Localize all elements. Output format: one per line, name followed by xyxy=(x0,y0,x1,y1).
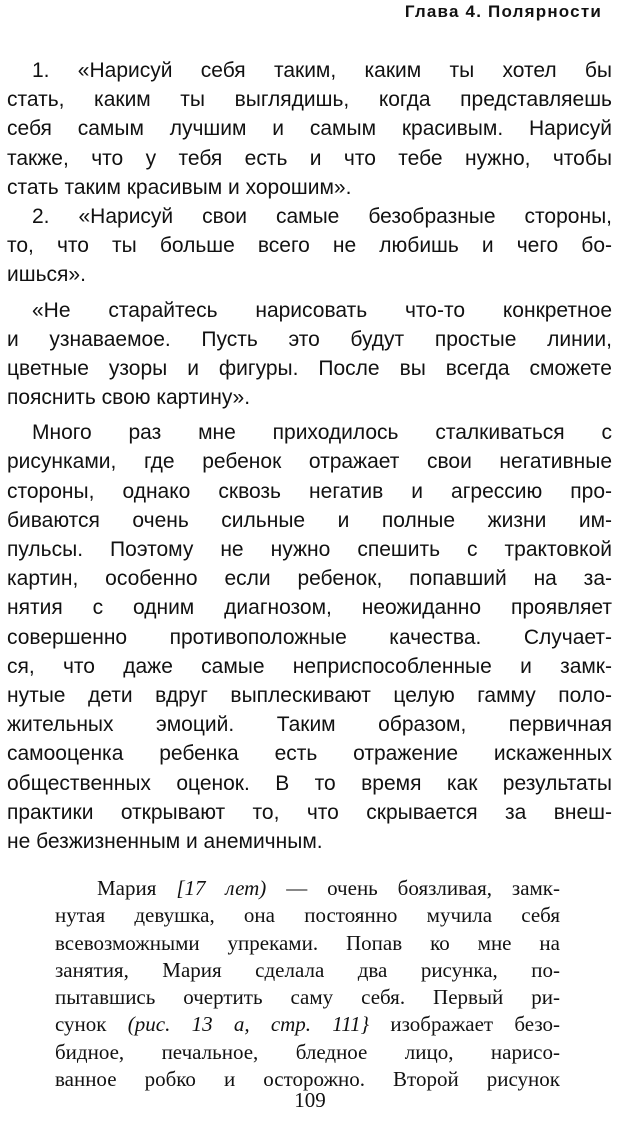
age-note: [17 лет) xyxy=(176,876,267,900)
text-line: ишься». xyxy=(7,263,86,287)
text-line: биваются очень сильные и полные жизни им- xyxy=(7,508,612,532)
text-line: стороны, однако сквозь негатив и агрессию про- xyxy=(7,479,612,503)
extract-line: пытавшись очертить саму себя. Первый ри- xyxy=(55,985,560,1010)
text-line: общественных оценок. В то время как результаты xyxy=(7,771,612,795)
extract-line: нутая девушка, она постоянно мучила себя xyxy=(55,903,560,928)
text-line: рисунками, где ребенок отражает свои негативные xyxy=(7,450,612,474)
text-line: то, что ты больше всего не любишь и чего бо- xyxy=(7,234,612,258)
text-line: самооценка ребенка есть отражение искаженных xyxy=(7,742,612,766)
extract-line: занятия, Мария сделала два рисунка, по- xyxy=(55,957,560,982)
extract-line: ванное робко и осторожно. Второй рисунок xyxy=(55,1067,560,1092)
text-line: нутые дети вдруг выплескивают целую гамму поло- xyxy=(7,683,612,707)
text-line: жительных эмоций. Таким образом, первичная xyxy=(7,713,612,737)
main-text xyxy=(0,56,620,856)
text-line: также, что у тебя есть и что тебе нужно, чтобы xyxy=(7,146,612,170)
text-line: нятия с одним диагнозом, неожиданно проявляет xyxy=(7,596,612,620)
text-line: совершенно противоположные качества. Случает- xyxy=(7,625,612,649)
running-head: Глава 4. Полярности xyxy=(404,2,602,21)
text-line: 2. «Нарисуй свои самые безобразные стороны, xyxy=(32,204,612,228)
extract-line xyxy=(0,1011,620,1038)
text-line: стать таким красивым и хорошим». xyxy=(7,175,352,199)
extract-text: — очень боязливая, замк- xyxy=(266,876,560,900)
extract-text: изображает безо- xyxy=(369,1012,560,1037)
page-number: 109 xyxy=(294,1088,326,1112)
text-line: стать, каким ты выглядишь, когда представляешь xyxy=(7,88,612,112)
text-line: не безжизненным и анемичным. xyxy=(7,829,323,853)
figure-reference: (рис. 13 а, стр. 111} xyxy=(127,1012,370,1037)
extract-text: сунок xyxy=(55,1012,128,1037)
text-line: себя самым лучшим и самым красивым. Нарисуй xyxy=(7,117,612,141)
extract-line: бидное, печальное, бледное лицо, нарисо- xyxy=(55,1039,560,1064)
text-line: 1. «Нарисуй себя таким, каким ты хотел бы xyxy=(32,59,612,82)
text-line: цветные узоры и фигуры. После вы всегда сможете xyxy=(7,356,612,380)
extract-text: Мария xyxy=(97,876,177,900)
text-line: практики открывают то, что скрывается за внеш- xyxy=(7,800,612,824)
extract-line xyxy=(0,875,620,902)
text-line: картин, особенно если ребенок, попавший на за- xyxy=(7,567,612,591)
extract-line: всевозможными упреками. Попав ко мне на xyxy=(55,930,560,955)
text-line: и узнаваемое. Пусть это будут простые линии, xyxy=(7,327,612,351)
text-line: пульсы. Поэтому не нужно спешить с трактовкой xyxy=(7,538,612,561)
text-line: пояснить свою картину». xyxy=(7,386,251,410)
text-line: «Не старайтесь нарисовать что-то конкретное xyxy=(32,298,612,322)
case-study-extract xyxy=(0,875,620,1093)
text-line: Много раз мне приходилось сталкиваться с xyxy=(32,421,612,445)
text-line: ся, что даже самые неприспособленные и замк- xyxy=(7,654,612,678)
